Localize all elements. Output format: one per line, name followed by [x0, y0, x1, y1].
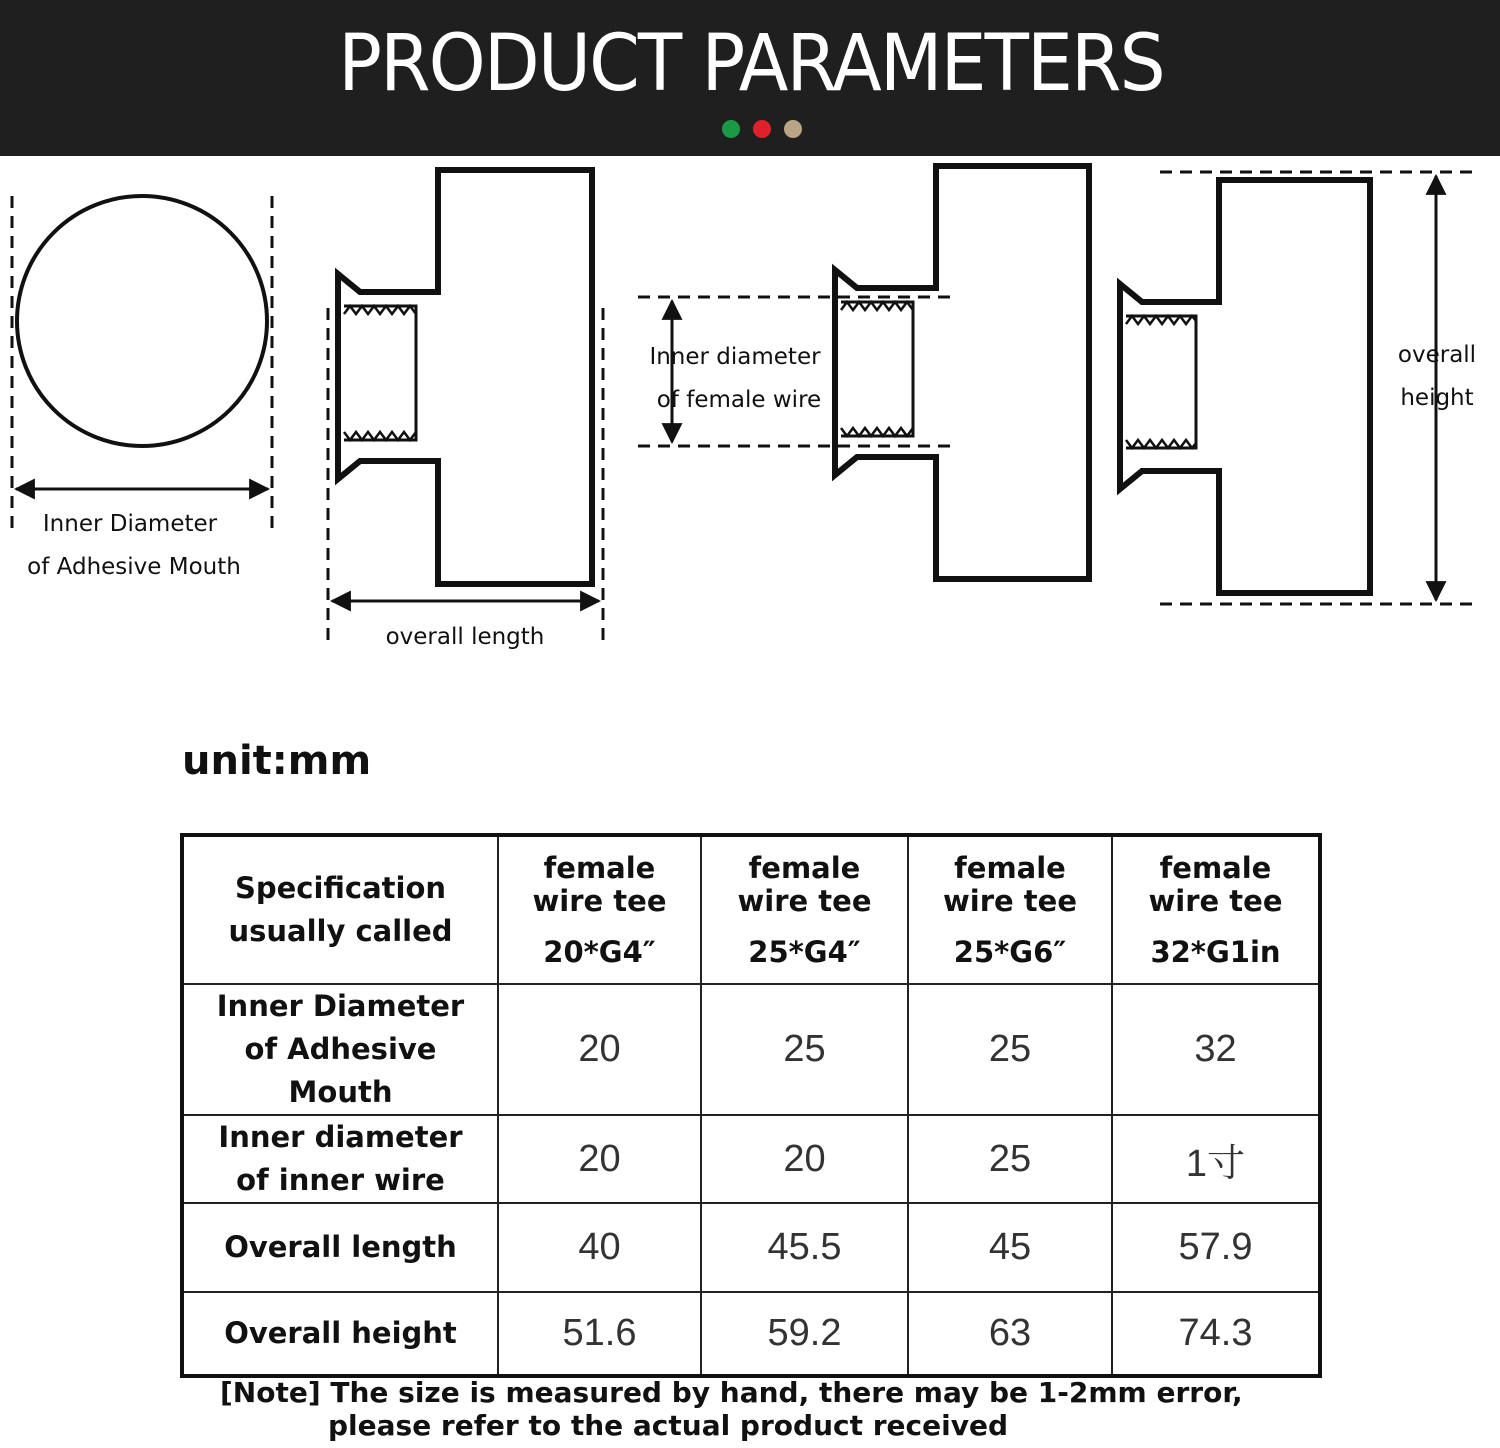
length-label: overall length: [385, 624, 545, 650]
table-cell: 25: [701, 984, 908, 1115]
tan-dot: [784, 120, 802, 138]
table-row: [182, 984, 1320, 1115]
column-header: [908, 835, 1112, 984]
corner-cell: [182, 835, 498, 984]
banner-title: PRODUCT PARAMETERS: [338, 19, 1164, 109]
corner-line1: Specification: [234, 871, 447, 905]
column-header-line1: female: [543, 850, 656, 885]
row-header-line2: of inner wire: [236, 1163, 445, 1197]
column-header-code: 25*G4″: [748, 934, 861, 969]
table-cell: 40: [498, 1203, 701, 1292]
table-cell: 1寸: [1112, 1115, 1320, 1203]
mouth-label-line1: Inner Diameter: [42, 511, 218, 537]
column-header-line2: wire tee: [737, 883, 872, 918]
dimension-diagram: [0, 156, 1500, 676]
row-header-line1: Overall height: [224, 1316, 457, 1350]
unit-label: unit:mm: [182, 738, 372, 784]
table-cell: 74.3: [1112, 1292, 1320, 1376]
thread-box-2: [841, 302, 913, 436]
column-header-line1: female: [748, 850, 861, 885]
column-header-code: 32*G1in: [1150, 934, 1281, 969]
row-header-line1: Inner diameter: [218, 1120, 463, 1154]
column-header-line2: wire tee: [943, 883, 1077, 918]
table-cell: 57.9: [1112, 1203, 1320, 1292]
row-header: [182, 1203, 498, 1292]
thread-label-line1: Inner diameter: [649, 344, 821, 370]
table-cell: 45.5: [701, 1203, 908, 1292]
tee-outline-2: [835, 166, 1089, 579]
column-header-line1: female: [1159, 850, 1272, 885]
table-cell: 63: [908, 1292, 1112, 1376]
corner-line2: usually called: [228, 914, 453, 948]
spec-table: [180, 833, 1322, 1378]
table-cell: 59.2: [701, 1292, 908, 1376]
row-header: [182, 984, 498, 1115]
column-header: [498, 835, 701, 984]
row-header: [182, 1292, 498, 1376]
mouth-circle: [17, 196, 267, 446]
table-cell: 45: [908, 1203, 1112, 1292]
table-cell: 32: [1112, 984, 1320, 1115]
length-figure: [328, 170, 603, 650]
thread-box-3: [1126, 316, 1196, 448]
row-header-line1: Inner Diameter: [216, 989, 465, 1023]
green-dot: [722, 120, 740, 138]
red-dot: [753, 120, 771, 138]
column-header-line2: wire tee: [532, 883, 667, 918]
column-header-code: 20*G4″: [543, 934, 656, 969]
height-figure: [1120, 172, 1476, 604]
tee-outline-3: [1120, 180, 1370, 593]
table-row: [182, 1203, 1320, 1292]
note-line1: [Note] The size is measured by hand, there may be 1-2mm error,: [220, 1376, 1243, 1409]
table-cell: 20: [498, 1115, 701, 1203]
note-line2: please refer to the actual product received: [328, 1409, 1008, 1442]
table-cell: 51.6: [498, 1292, 701, 1376]
thread-label-line2: of female wire: [656, 387, 822, 413]
column-header: [1112, 835, 1320, 984]
header-banner: [0, 0, 1500, 156]
row-header-line2: of Adhesive Mouth: [244, 1032, 437, 1109]
thread-diameter-figure: [638, 166, 1089, 579]
row-header: [182, 1115, 498, 1203]
table-cell: 20: [701, 1115, 908, 1203]
measurement-note: [180, 1376, 1260, 1442]
table-cell: 25: [908, 1115, 1112, 1203]
column-header-line2: wire tee: [1148, 883, 1283, 918]
table-row: [182, 1115, 1320, 1203]
column-header-code: 25*G6″: [953, 934, 1067, 969]
thread-box-1: [344, 306, 416, 440]
tee-outline-1: [338, 170, 592, 584]
mouth-label-line2: of Adhesive Mouth: [27, 554, 241, 580]
table-header-row: [182, 835, 1320, 984]
height-label-line1: overall: [1397, 342, 1477, 368]
column-header: [701, 835, 908, 984]
row-header-line1: Overall length: [224, 1230, 457, 1264]
column-header-line1: female: [954, 850, 1066, 885]
table-cell: 20: [498, 984, 701, 1115]
adhesive-mouth-figure: [12, 196, 272, 580]
height-label-line2: height: [1400, 385, 1474, 411]
table-cell: 25: [908, 984, 1112, 1115]
table-row: [182, 1292, 1320, 1376]
